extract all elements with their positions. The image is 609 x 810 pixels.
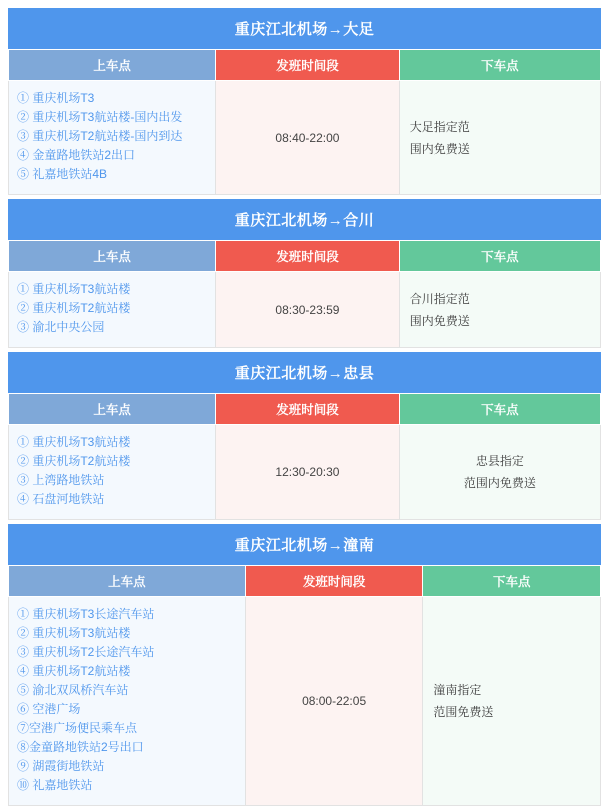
pickup-cell <box>9 272 216 348</box>
header-drop: 下车点 <box>399 241 600 272</box>
list-item: ① 重庆机场T3航站楼 <box>17 435 131 449</box>
list-item: ⑤ 礼嘉地铁站4B <box>17 167 108 181</box>
list-item: ② 重庆机场T3航站楼 <box>17 626 131 640</box>
time-cell: 08:00-22:05 <box>245 597 423 806</box>
table-header-row <box>9 50 601 81</box>
list-item: ④ 重庆机场T2航站楼 <box>17 664 131 678</box>
header-drop: 下车点 <box>423 566 601 597</box>
header-drop: 下车点 <box>399 50 600 81</box>
drop-line: 潼南指定 <box>433 683 482 697</box>
header-time: 发班时间段 <box>245 566 423 597</box>
list-item: ② 重庆机场T3航站楼-国内出发 <box>17 110 183 124</box>
list-item: ⑧金童路地铁站2号出口 <box>17 740 144 754</box>
header-pickup: 上车点 <box>9 566 246 597</box>
route-block <box>8 524 601 806</box>
list-item: ⑩ 礼嘉地铁站 <box>17 778 93 792</box>
header-drop: 下车点 <box>399 394 600 425</box>
list-item: ③ 渝北中央公园 <box>17 320 105 334</box>
list-item: ⑨ 湖霞街地铁站 <box>17 759 105 773</box>
list-item: ③ 上湾路地铁站 <box>17 473 105 487</box>
time-cell: 12:30-20:30 <box>216 425 400 520</box>
list-item: ⑥ 空港广场 <box>17 702 81 716</box>
table-row <box>9 272 601 348</box>
route-table <box>8 240 601 348</box>
list-item: ① 重庆机场T3长途汽车站 <box>17 607 155 621</box>
route-title: 重庆江北机场→大足 <box>8 8 601 49</box>
header-time: 发班时间段 <box>216 241 400 272</box>
route-table <box>8 49 601 195</box>
table-row <box>9 425 601 520</box>
pickup-cell <box>9 81 216 195</box>
drop-cell <box>423 597 601 806</box>
time-cell: 08:30-23:59 <box>216 272 400 348</box>
header-pickup: 上车点 <box>9 241 216 272</box>
header-time: 发班时间段 <box>216 50 400 81</box>
drop-line: 范围内免费送 <box>463 476 536 490</box>
route-block <box>8 199 601 348</box>
route-table <box>8 565 601 806</box>
list-item: ① 重庆机场T3 <box>17 91 95 105</box>
drop-line: 大足指定范 <box>409 119 470 134</box>
route-table <box>8 393 601 520</box>
list-item: ① 重庆机场T3航站楼 <box>17 282 131 296</box>
list-item: ⑦空港广场便民乘车点 <box>17 721 138 735</box>
drop-line: 合川指定范 <box>409 291 470 306</box>
drop-cell <box>399 272 600 348</box>
route-block <box>8 8 601 195</box>
pickup-cell <box>9 597 246 806</box>
route-title: 重庆江北机场→合川 <box>8 199 601 240</box>
header-pickup: 上车点 <box>9 394 216 425</box>
route-title: 重庆江北机场→潼南 <box>8 524 601 565</box>
list-item: ③ 重庆机场T2长途汽车站 <box>17 645 155 659</box>
time-cell: 08:40-22:00 <box>216 81 400 195</box>
list-item: ④ 石盘河地铁站 <box>17 492 105 506</box>
table-row <box>9 81 601 195</box>
table-row <box>9 597 601 806</box>
table-header-row <box>9 566 601 597</box>
drop-line: 围内免费送 <box>409 141 470 156</box>
header-time: 发班时间段 <box>216 394 400 425</box>
list-item: ④ 金童路地铁站2出口 <box>17 148 136 162</box>
route-title: 重庆江北机场→忠县 <box>8 352 601 393</box>
drop-line: 忠县指定 <box>475 454 524 468</box>
route-block <box>8 352 601 520</box>
drop-cell <box>399 81 600 195</box>
table-header-row <box>9 241 601 272</box>
table-header-row <box>9 394 601 425</box>
drop-line: 围内免费送 <box>409 313 470 328</box>
list-item: ⑤ 渝北双凤桥汽车站 <box>17 683 129 697</box>
list-item: ② 重庆机场T2航站楼 <box>17 454 131 468</box>
list-item: ③ 重庆机场T2航站楼-国内到达 <box>17 129 183 143</box>
pickup-cell <box>9 425 216 520</box>
drop-cell <box>399 425 600 520</box>
list-item: ② 重庆机场T2航站楼 <box>17 301 131 315</box>
header-pickup: 上车点 <box>9 50 216 81</box>
drop-line: 范围免费送 <box>433 705 494 719</box>
